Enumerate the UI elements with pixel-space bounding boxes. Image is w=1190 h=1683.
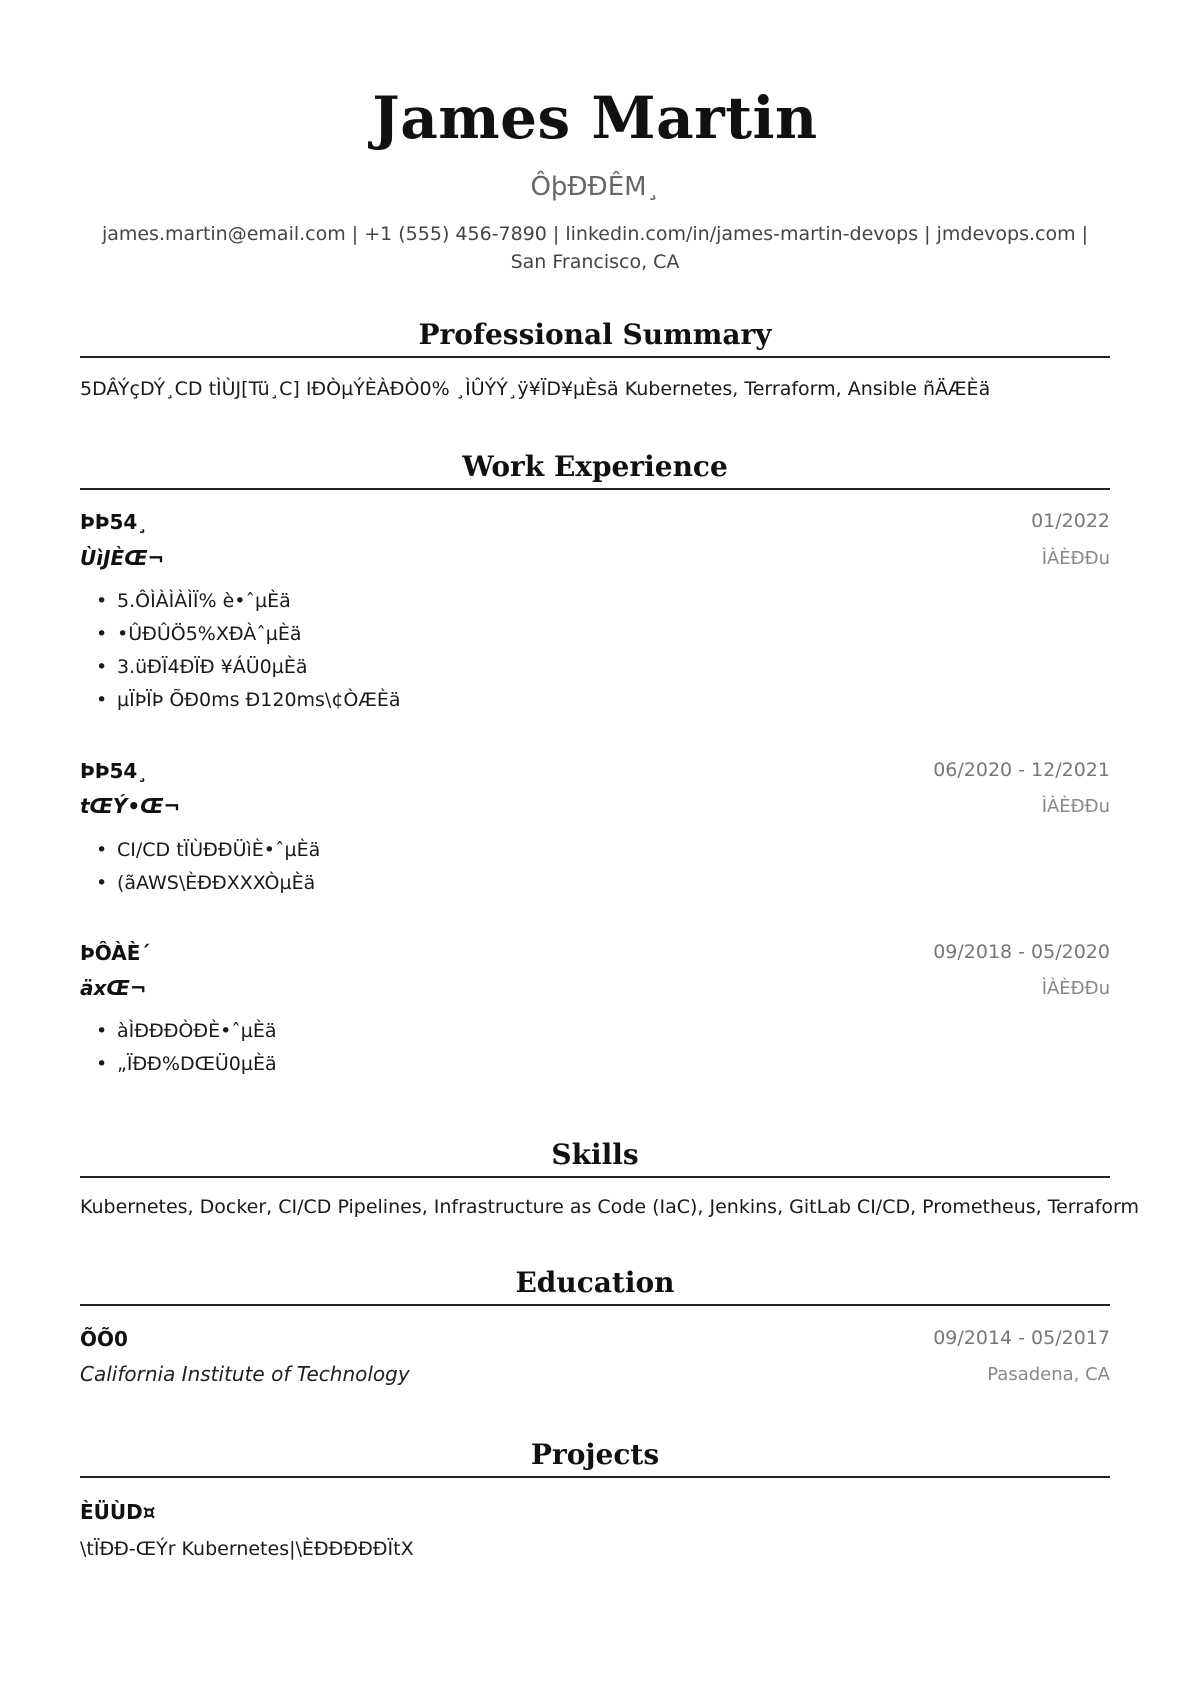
- section-title-experience: Work Experience: [462, 450, 728, 483]
- job-role: ÞÔÀÈ´: [80, 941, 151, 965]
- job-bullet: • „ÏÐÐ%DŒÜ0µÈä: [96, 1053, 277, 1075]
- skills-text: Kubernetes, Docker, CI/CD Pipelines, Infrastructure as Code (IaC), Jenkins, GitLab CI/CD, Prometheus, Terraform: [80, 1196, 1140, 1218]
- job-bullet-text: µÏÞÏÞ ÕÐ0ms Ð120ms\¢ÒÆÈä: [117, 689, 401, 711]
- job-company: tŒÝ•Œ¬: [80, 794, 181, 818]
- job-bullet: • CI/CD tÏÙÐÐÜìÈ•ˆµÈä: [96, 839, 321, 861]
- candidate-name: James Martin: [372, 84, 818, 152]
- job-bullet-text: CI/CD tÏÙÐÐÜìÈ•ˆµÈä: [117, 839, 321, 861]
- job-bullet: • 5.ÔÌÀÌÀÌÏ% è•ˆµÈä: [96, 590, 291, 612]
- job-bullet-text: „ÏÐÐ%DŒÜ0µÈä: [117, 1053, 277, 1075]
- section-divider: [80, 1476, 1110, 1478]
- education-institution: California Institute of Technology: [80, 1362, 410, 1386]
- section-divider: [80, 356, 1110, 358]
- job-role: ÞÞ54¸: [80, 510, 148, 534]
- section-title-education: Education: [515, 1266, 675, 1299]
- education-location: Pasadena, CA: [987, 1364, 1110, 1385]
- job-bullet: • µÏÞÏÞ ÕÐ0ms Ð120ms\¢ÒÆÈä: [96, 689, 401, 711]
- job-company: ÙìJÈŒ¬: [80, 546, 165, 570]
- section-divider: [80, 1176, 1110, 1178]
- job-bullet-text: àÌÐÐÐÒÐÈ•ˆµÈä: [117, 1020, 277, 1042]
- job-location: ÌÀÈÐÐu: [1041, 796, 1110, 817]
- job-location: ÌÀÈÐÐu: [1041, 548, 1110, 569]
- education-degree: ÕÕ0: [80, 1327, 128, 1351]
- job-bullet: • •ÛÐÛÖ5%XÐÀˆµÈä: [96, 623, 302, 645]
- job-bullet-text: •ÛÐÛÖ5%XÐÀˆµÈä: [117, 623, 302, 645]
- job-date: 09/2018 - 05/2020: [933, 941, 1110, 963]
- job-bullet: • àÌÐÐÐÒÐÈ•ˆµÈä: [96, 1020, 277, 1042]
- job-location: ÌÀÈÐÐu: [1041, 978, 1110, 999]
- job-bullet-text: (ãAWS\ÈÐÐXXXÒµÈä: [117, 872, 316, 894]
- summary-text: 5DÂÝçDÝ¸CD tÌÙJ[Tü¸C] IÐÒµÝÈÀÐÒ0% ¸ÌÛÝÝ¸ÿ¥ÏD¥µÈsä Kubernetes, Terraform, Ansible ñÄÆÈä: [80, 378, 991, 400]
- job-bullet-text: 3.üÐÏ4ÐÏÐ ¥ÁÜ0µÈä: [117, 656, 308, 678]
- section-title-summary: Professional Summary: [418, 318, 772, 351]
- job-role: ÞÞ54¸: [80, 759, 148, 783]
- section-divider: [80, 488, 1110, 490]
- project-name: ÈÜÙD¤: [80, 1500, 156, 1524]
- project-description: \tÏÐÐ-ŒÝr Kubernetes|\ÈÐÐÐÐÐÏtX: [80, 1538, 414, 1560]
- education-date: 09/2014 - 05/2017: [933, 1327, 1110, 1349]
- section-divider: [80, 1304, 1110, 1306]
- job-bullet: • 3.üÐÏ4ÐÏÐ ¥ÁÜ0µÈä: [96, 656, 308, 678]
- job-company: äxŒ¬: [80, 976, 147, 1000]
- job-date: 01/2022: [1031, 510, 1110, 532]
- candidate-headline: ÔþÐÐÊM¸: [530, 172, 660, 202]
- section-title-projects: Projects: [530, 1438, 660, 1471]
- job-bullet-text: 5.ÔÌÀÌÀÌÏ% è•ˆµÈä: [117, 590, 291, 612]
- job-bullet: • (ãAWS\ÈÐÐXXXÒµÈä: [96, 872, 316, 894]
- job-date: 06/2020 - 12/2021: [933, 759, 1110, 781]
- section-title-skills: Skills: [551, 1138, 639, 1171]
- contact-line: james.martin@email.com | +1 (555) 456-7890 | linkedin.com/in/james-martin-devops | jmdevops.com | San Francisco, CA: [101, 223, 1089, 273]
